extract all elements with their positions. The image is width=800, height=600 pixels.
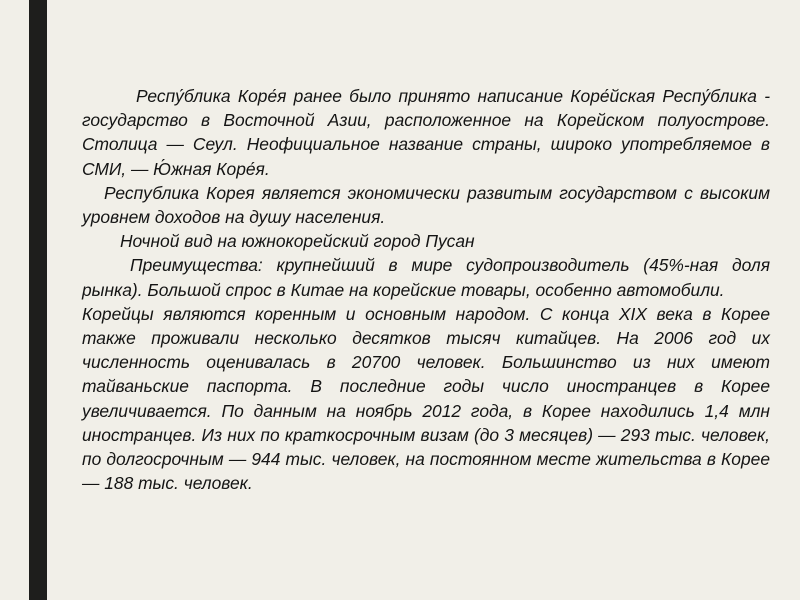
paragraph-image-caption: Ночной вид на южнокорейский город Пусан — [120, 231, 475, 252]
paragraph-advantages: Преимущества: крупнейший в мире судопроизводитель (45%-ная доля рынка). Большой спрос в Китае на корейские товары, особенно автомобили. — [82, 255, 770, 300]
paragraph-intro: Респу́блика Коре́я ранее было принято написание Коре́йская Респу́блика - государство в Восточной Азии, расположенное на Корейском полуострове. Столица — Сеул. Неофициальное название страны, широко употребляемое в СМИ, — Ю́жная Коре́я. — [82, 86, 770, 179]
paragraph-population: Корейцы являются коренным и основным народом. С конца XIX века в Корее также проживали несколько десятков тысяч китайцев. На 2006 год их численность оценивалась в 20700 человек. Большинство из них имеют тайваньские паспорта. В последние годы число иностранцев в Корее увеличивается. По данным на ноябрь 2012 года, в Корее находились 1,4 млн иностранцев. Из них по краткосрочным визам (до 3 месяцев) — 293 тыс. человек, по долгосрочным — 944 тыс. человек, на постоянном месте жительства в Корее — 188 тыс. человек. — [82, 303, 770, 494]
slide-text-body — [82, 84, 770, 495]
paragraph-economy: Республика Корея является экономически развитым государством с высоким уровнем доходов на душу населения. — [82, 182, 770, 228]
left-accent-bar — [29, 0, 47, 600]
